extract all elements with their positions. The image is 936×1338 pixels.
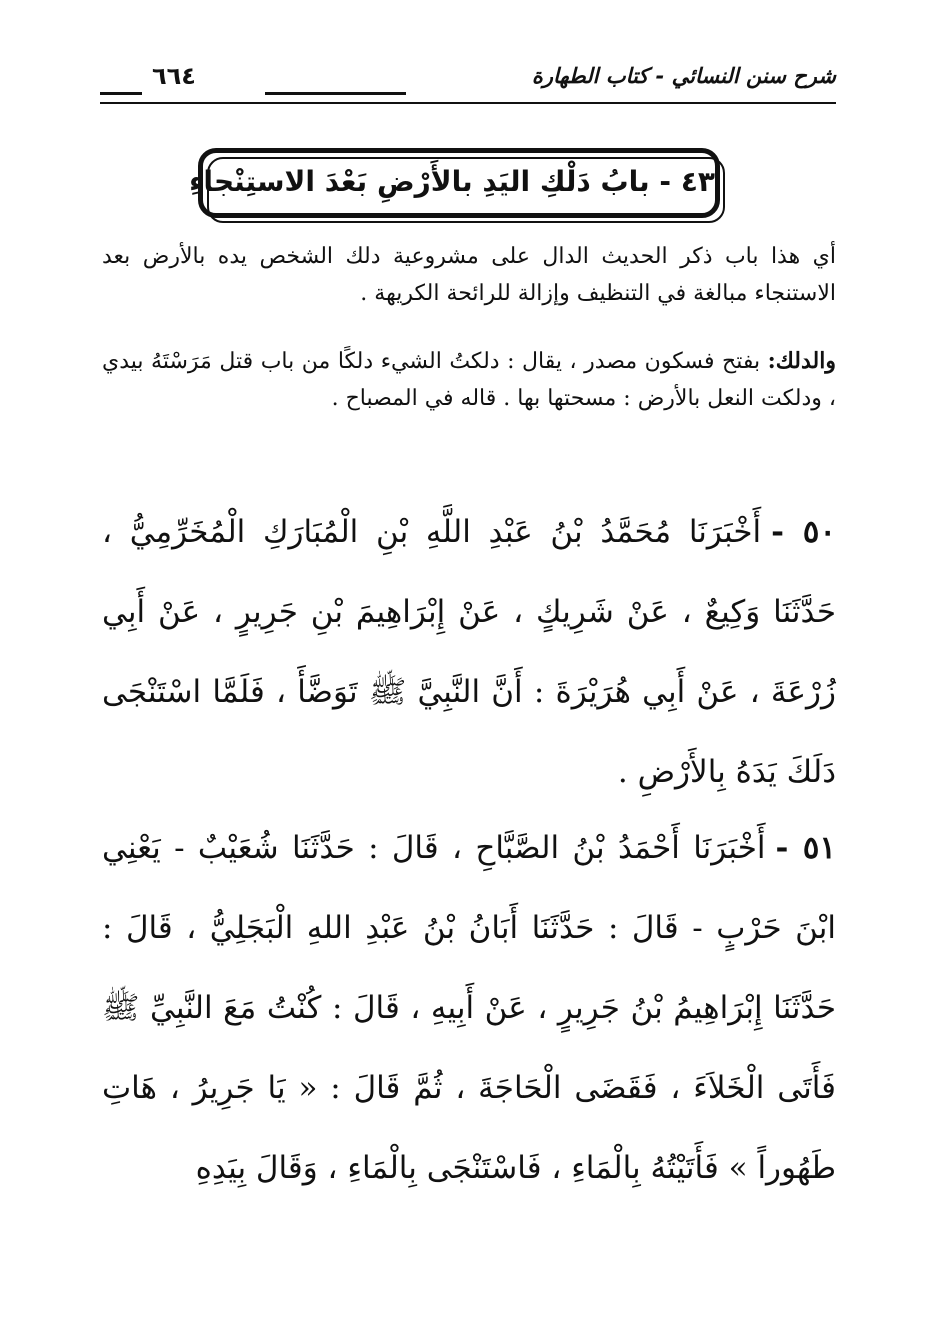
chapter-heading-box	[189, 148, 720, 218]
header-rule	[265, 92, 406, 95]
intro-paragraph	[102, 238, 836, 312]
header-title: شرح سنن النسائي - كتاب الطهارة	[531, 64, 836, 88]
header-rule-short	[100, 92, 142, 95]
hadith-text: أَخْبَرَنَا أَحْمَدُ بْنُ الصَّبَّاحِ ، قَالَ : حَدَّثَنَا شُعَيْبٌ - يَعْنِي ابْنَ حَرْبٍ - قَالَ : حَدَّثَنَا أَبَانُ بْنُ عَبْدِ اللهِ الْبَجَلِيُّ ، قَالَ : حَدَّثَنَا إِبْرَاهِيمُ بْنُ جَرِيرٍ ، عَنْ أَبِيهِ ، قَالَ : كُنْتُ مَعَ النَّبِيِّ ﷺ فَأَتَى الْخَلاَءَ ، فَقَضَى الْحَاجَةَ ، ثُمَّ قَالَ : « يَا جَرِيرُ ، هَاتِ طَهُوراً » فَأَتَيْتُهُ بِالْمَاءِ ، فَاسْتَنْجَى بِالْمَاءِ ، وَقَالَ بِيَدِهِ	[102, 830, 836, 1186]
hadith-text: أَخْبَرَنَا مُحَمَّدُ بْنُ عَبْدِ اللَّهِ بْنِ الْمُبَارَكِ الْمُخَرِّمِيُّ ، حَدَّثَنَا وَكِيعٌ ، عَنْ شَرِيكٍ ، عَنْ إِبْرَاهِيمَ بْنِ جَرِيرٍ ، عَنْ أَبِي زُرْعَةَ ، عَنْ أَبِي هُرَيْرَةَ : أَنَّ النَّبِيَّ ﷺ تَوَضَّأَ ، فَلَمَّا اسْتَنْجَى دَلَكَ يَدَهُ بِالأَرْضِ .	[102, 514, 836, 790]
gloss-term: والدلك:	[767, 348, 836, 374]
hadith-number: ٥١ -	[775, 830, 836, 866]
hadith-50	[102, 492, 836, 812]
chapter-title: ٤٣ - بابُ دَلْكِ اليَدِ بالأَرْضِ بَعْدَ الاستِنْجاءِ	[189, 165, 715, 198]
page-number: ٦٦٤	[152, 62, 196, 90]
hadith-51	[102, 808, 836, 1208]
gloss-paragraph	[102, 343, 836, 417]
gloss-text: بفتح فسكون مصدر ، يقال : دلكتُ الشيء دلكًا من باب قتل مَرَسْتَهُ بيدي ، ودلكت النعل بالأرض : مسحتها بها . قاله في المصباح .	[102, 349, 836, 411]
header-divider	[100, 102, 836, 104]
hadith-number: ٥٠ -	[771, 514, 836, 550]
running-header	[100, 60, 836, 104]
intro-text: أي هذا باب ذكر الحديث الدال على مشروعية دلك الشخص يده بالأرض بعد الاستنجاء مبالغة في التنظيف وإزالة للرائحة الكريهة .	[102, 244, 836, 306]
